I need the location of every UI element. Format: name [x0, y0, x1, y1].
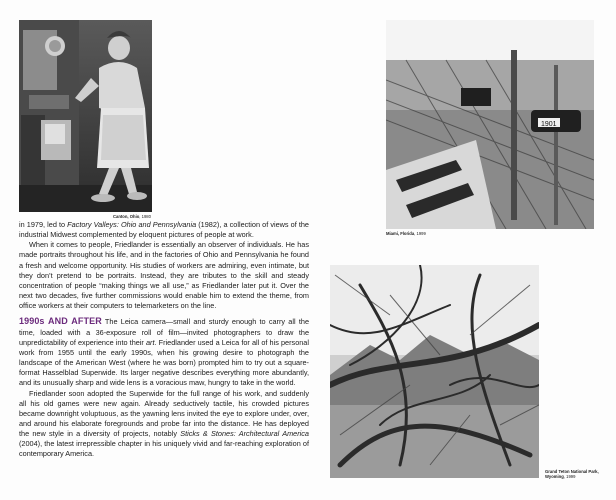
caption-teton-place2: Wyoming: [545, 474, 564, 479]
factory-worker-image: [19, 20, 152, 212]
book-title-sticks-stones: Sticks & Stones: Architectural America: [180, 429, 309, 439]
caption-miami-place: Miami, Florida: [386, 231, 415, 236]
caption-canton-place: Canton, Ohio: [113, 214, 140, 219]
photo-grand-teton: [330, 265, 539, 478]
fence-mailbox-image: [386, 20, 594, 229]
caption-teton: Grand Teton National Park, Wyoming, 1999: [545, 469, 599, 479]
book-title-factory-valleys: Factory Valleys: Ohio and Pennsylvania: [67, 220, 197, 229]
body-text-column: [19, 220, 309, 460]
paragraph-factory-valleys: in 1979, led to Factory Valleys: Ohio and Pennsylvania (1982), a collection of views of the industrial Midwest complemented by eloquent pictures of people at work.: [19, 220, 309, 240]
caption-canton: Canton, Ohio, 1980: [113, 214, 151, 219]
caption-teton-place: Grand Teton National Park,: [545, 469, 599, 474]
paragraph-people: When it comes to people, Friedlander is essentially an observer of individuals. He has made portraits throughout his life, and in the factories of Ohio and Pennsylvania he found a fresh and welcome opportunity. His studies of workers are admiring, even intimate, but they don’t pretend to be portraits. Instead, they are tributes to the skill and steady concentration of people “making things we all use,” as Friedlander later put it. Over the next two decades, five further commissions would enable him to extend the theme, from office workers at their computers to telemarketers on the line.: [19, 240, 309, 311]
tangled-branches-image: [330, 265, 539, 478]
section-heading-1990s: 1990s AND AFTER: [19, 316, 102, 327]
caption-miami: Miami, Florida, 1999: [386, 231, 426, 236]
caption-miami-year: 1999: [416, 231, 426, 236]
paragraph-superwide: Friedlander soon adopted the Superwide for the full range of his work, and suddenly all his old games were new again. Already seductively tactile, his crowded pictures became downright voluptuous, as the yawning lens invited the eye to explore under, over, and around his elaborate foregrounds and probe far into the distance. He has deployed the new style in a diversity of projects, notably Sticks & Stones: Architectural America (2004), the latest irrepressible chapter in his uniquely vivid and far-reaching exploration of contemporary America.: [19, 388, 309, 459]
mailbox-number: 1901: [541, 121, 557, 128]
photo-miami-florida: [386, 20, 594, 229]
paragraph-1990s: 1990s AND AFTER The Leica camera—small and sturdy enough to carry all the time, loaded with a 36-exposure roll of film—invited photographers to draw the unpredictability of experience into their art. Friedlander used a Leica for all of his personal work from 1955 until the early 1990s, when his growing desire to photograph the landscape of the American West (where he was born) prompted him to try out a square-format Hasselblad Superwide. Its larger negative describes everything more abundantly, and its unusually sharp and wide lens is a voracious maw, hungry to take in the world.: [19, 316, 310, 388]
caption-canton-year: 1980: [141, 214, 151, 219]
photo-canton-ohio: [19, 20, 152, 212]
caption-teton-year: 1999: [566, 474, 576, 479]
